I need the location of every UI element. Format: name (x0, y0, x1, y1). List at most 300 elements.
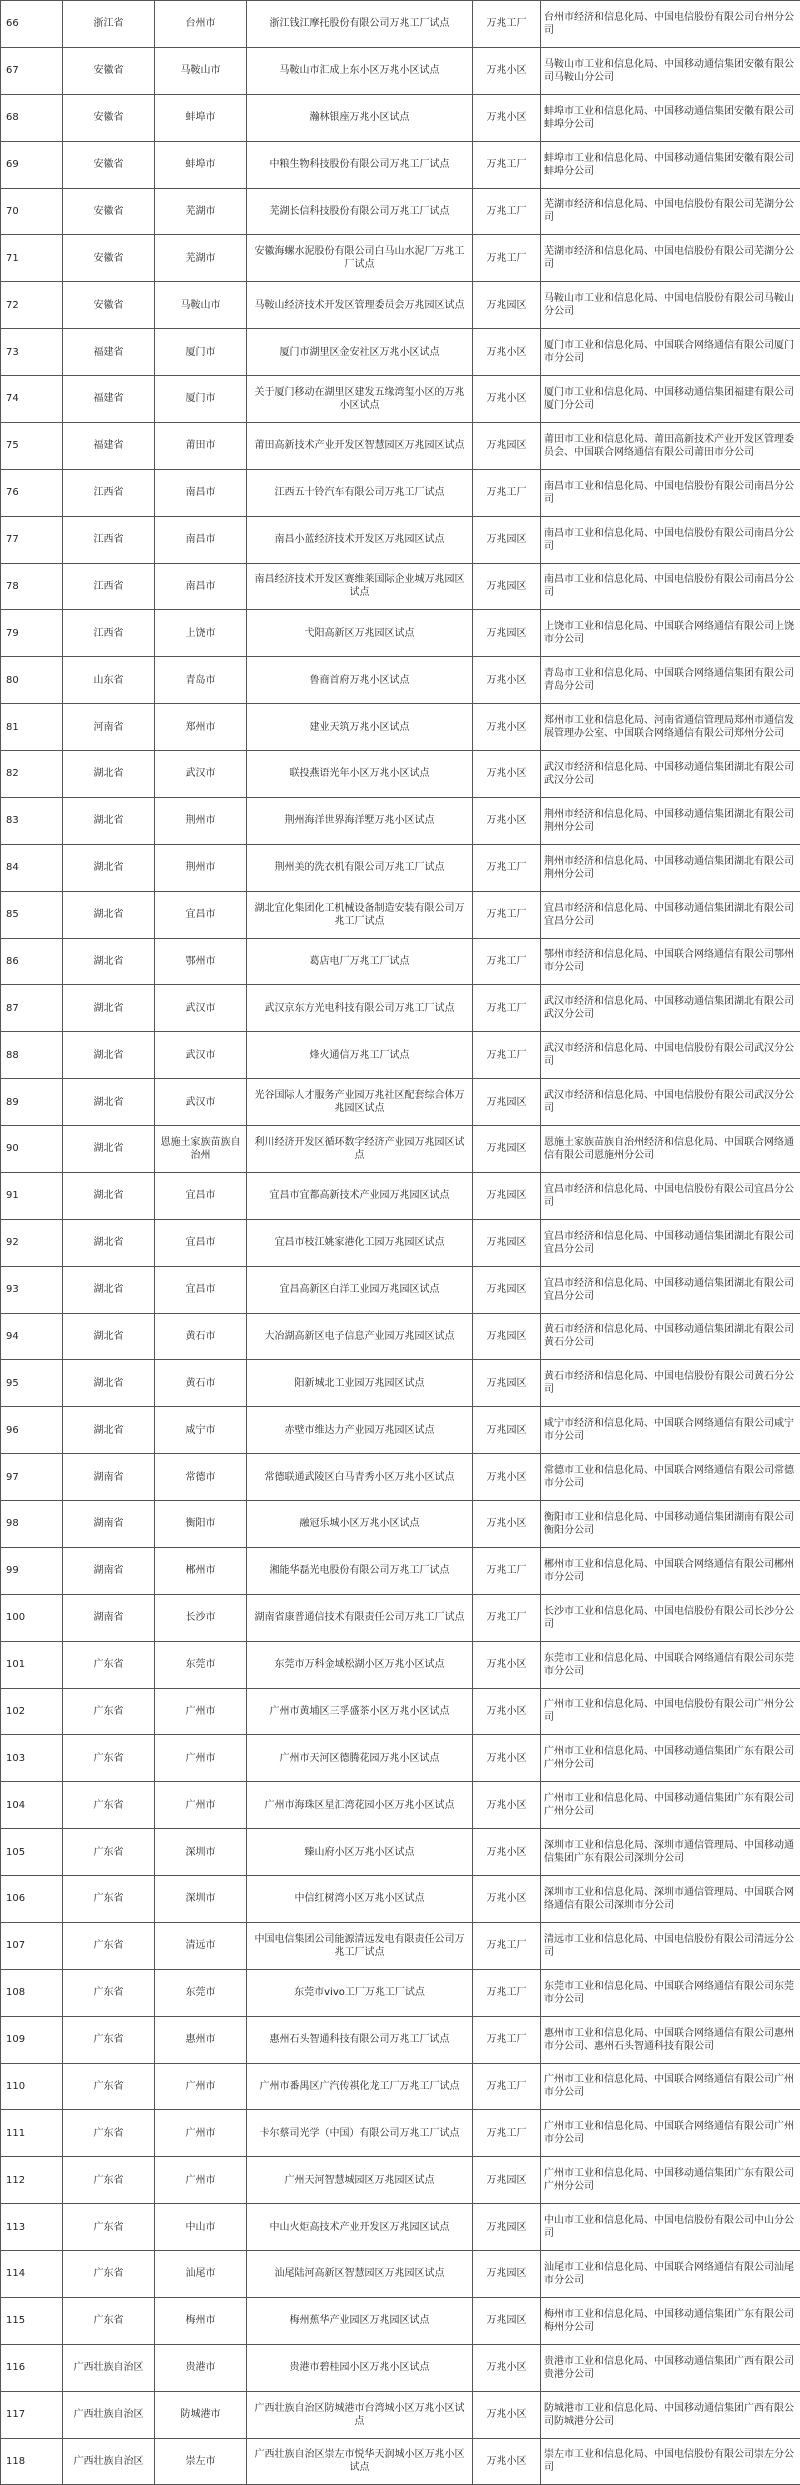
table-row (1, 1, 800, 48)
cell-org: 马鞍山市工业和信息化局、中国电信股份有限公司马鞍山分公司 (541, 282, 800, 329)
cell-province: 福建省 (63, 376, 155, 423)
cell-name: 建业天筑万兆小区试点 (247, 704, 473, 751)
cell-city: 上饶市 (155, 610, 247, 657)
table-row (1, 1032, 800, 1079)
cell-name: 宜昌市宜都高新技术产业园万兆园区试点 (247, 1172, 473, 1219)
cell-type: 万兆小区 (473, 376, 541, 423)
cell-idx: 98 (1, 1501, 63, 1548)
cell-province: 湖北省 (63, 1172, 155, 1219)
cell-city: 广州市 (155, 1735, 247, 1782)
table-row (1, 1079, 800, 1126)
table-row (1, 141, 800, 188)
cell-org: 广州市工业和信息化局、中国移动通信集团广东有限公司广州分公司 (541, 1735, 800, 1782)
cell-type: 万兆园区 (473, 610, 541, 657)
cell-name: 江西五十铃汽车有限公司万兆工厂试点 (247, 469, 473, 516)
table-row (1, 2204, 800, 2251)
cell-type: 万兆小区 (473, 1688, 541, 1735)
cell-idx: 77 (1, 516, 63, 563)
cell-org: 鄂州市经济和信息化局、中国联合网络通信有限公司鄂州市分公司 (541, 938, 800, 985)
cell-city: 马鞍山市 (155, 47, 247, 94)
cell-city: 宜昌市 (155, 1266, 247, 1313)
cell-idx: 99 (1, 1547, 63, 1594)
cell-idx: 101 (1, 1641, 63, 1688)
table-row (1, 563, 800, 610)
cell-idx: 68 (1, 94, 63, 141)
cell-idx: 84 (1, 844, 63, 891)
cell-name: 莆田高新技术产业开发区智慧园区万兆园区试点 (247, 422, 473, 469)
cell-org: 武汉市经济和信息化局、中国移动通信集团湖北有限公司武汉分公司 (541, 751, 800, 798)
cell-name: 利川经济开发区循环数字经济产业园万兆园区试点 (247, 1126, 473, 1173)
cell-type: 万兆园区 (473, 2251, 541, 2298)
table-row (1, 1126, 800, 1173)
cell-type: 万兆小区 (473, 1829, 541, 1876)
table-row (1, 657, 800, 704)
cell-city: 芜湖市 (155, 235, 247, 282)
cell-name: 鲁商首府万兆小区试点 (247, 657, 473, 704)
cell-type: 万兆小区 (473, 751, 541, 798)
cell-org: 东莞市工业和信息化局、中国联合网络通信有限公司东莞市分公司 (541, 1641, 800, 1688)
cell-type: 万兆小区 (473, 2438, 541, 2485)
cell-type: 万兆园区 (473, 1126, 541, 1173)
cell-name: 广州市天河区德腾花园万兆小区试点 (247, 1735, 473, 1782)
table-row (1, 985, 800, 1032)
cell-org: 莆田市工业和信息化局、莆田高新技术产业开发区管理委员会、中国联合网络通信有限公司莆田市分公司 (541, 422, 800, 469)
cell-name: 常德联通武陵区白马青秀小区万兆小区试点 (247, 1454, 473, 1501)
cell-org: 武汉市经济和信息化局、中国电信股份有限公司武汉分公司 (541, 1079, 800, 1126)
cell-org: 宜昌市经济和信息化局、中国移动通信集团湖北有限公司宜昌分公司 (541, 1219, 800, 1266)
cell-type: 万兆工厂 (473, 235, 541, 282)
cell-province: 广东省 (63, 2016, 155, 2063)
cell-idx: 83 (1, 797, 63, 844)
cell-city: 武汉市 (155, 1079, 247, 1126)
cell-idx: 82 (1, 751, 63, 798)
cell-province: 湖北省 (63, 1219, 155, 1266)
cell-org: 芜湖市经济和信息化局、中国电信股份有限公司芜湖分公司 (541, 188, 800, 235)
table-row (1, 47, 800, 94)
table-row (1, 2016, 800, 2063)
table-row (1, 1266, 800, 1313)
cell-name: 广州市黄埔区三孚盛茶小区万兆小区试点 (247, 1688, 473, 1735)
cell-city: 蚌埠市 (155, 141, 247, 188)
cell-name: 光谷国际人才服务产业园万兆社区配套综合体万兆园区试点 (247, 1079, 473, 1126)
cell-city: 深圳市 (155, 1876, 247, 1923)
cell-idx: 70 (1, 188, 63, 235)
cell-type: 万兆园区 (473, 563, 541, 610)
cell-idx: 103 (1, 1735, 63, 1782)
cell-type: 万兆小区 (473, 1735, 541, 1782)
table-row (1, 844, 800, 891)
cell-idx: 109 (1, 2016, 63, 2063)
cell-name: 卡尔蔡司光学（中国）有限公司万兆工厂试点 (247, 2110, 473, 2157)
cell-idx: 93 (1, 1266, 63, 1313)
table-row (1, 2251, 800, 2298)
cell-idx: 74 (1, 376, 63, 423)
table-row (1, 2391, 800, 2438)
cell-name: 广西壮族自治区崇左市悦华天润城小区万兆小区试点 (247, 2438, 473, 2485)
cell-org: 上饶市工业和信息化局、中国联合网络通信有限公司上饶市分公司 (541, 610, 800, 657)
cell-type: 万兆工厂 (473, 141, 541, 188)
cell-name: 臻山府小区万兆小区试点 (247, 1829, 473, 1876)
cell-province: 湖北省 (63, 1407, 155, 1454)
cell-org: 宜昌市经济和信息化局、中国电信股份有限公司宜昌分公司 (541, 1172, 800, 1219)
table-row (1, 610, 800, 657)
cell-idx: 107 (1, 1922, 63, 1969)
cell-province: 广东省 (63, 2063, 155, 2110)
cell-name: 安徽海螺水泥股份有限公司白马山水泥厂万兆工厂试点 (247, 235, 473, 282)
table-row (1, 1969, 800, 2016)
cell-idx: 92 (1, 1219, 63, 1266)
cell-province: 广东省 (63, 2297, 155, 2344)
cell-name: 中山火炬高技术产业开发区万兆园区试点 (247, 2204, 473, 2251)
cell-city: 梅州市 (155, 2297, 247, 2344)
cell-province: 江西省 (63, 469, 155, 516)
cell-type: 万兆园区 (473, 1266, 541, 1313)
cell-name: 南昌小蓝经济技术开发区万兆园区试点 (247, 516, 473, 563)
cell-idx: 116 (1, 2344, 63, 2391)
cell-name: 中国电信集团公司能源清远发电有限责任公司万兆工厂试点 (247, 1922, 473, 1969)
table-row (1, 469, 800, 516)
cell-org: 常德市工业和信息化局、中国联合网络通信有限公司常德市分公司 (541, 1454, 800, 1501)
cell-city: 东莞市 (155, 1641, 247, 1688)
cell-type: 万兆小区 (473, 94, 541, 141)
cell-province: 广西壮族自治区 (63, 2438, 155, 2485)
table-row (1, 1219, 800, 1266)
cell-idx: 94 (1, 1313, 63, 1360)
table-row (1, 1688, 800, 1735)
cell-idx: 104 (1, 1782, 63, 1829)
cell-type: 万兆工厂 (473, 2016, 541, 2063)
cell-org: 荆州市经济和信息化局、中国移动通信集团湖北有限公司荆州分公司 (541, 797, 800, 844)
cell-idx: 114 (1, 2251, 63, 2298)
cell-province: 广东省 (63, 2251, 155, 2298)
cell-city: 马鞍山市 (155, 282, 247, 329)
cell-type: 万兆园区 (473, 2157, 541, 2204)
cell-name: 广州市番禺区广汽传祺化龙工厂万兆工厂试点 (247, 2063, 473, 2110)
cell-city: 贵港市 (155, 2344, 247, 2391)
table-row (1, 1454, 800, 1501)
cell-org: 广州市工业和信息化局、中国移动通信集团广东有限公司广州分公司 (541, 2157, 800, 2204)
cell-idx: 106 (1, 1876, 63, 1923)
cell-province: 广东省 (63, 2110, 155, 2157)
cell-province: 湖北省 (63, 985, 155, 1032)
cell-org: 黄石市经济和信息化局、中国电信股份有限公司黄石分公司 (541, 1360, 800, 1407)
cell-province: 湖北省 (63, 1266, 155, 1313)
cell-org: 清远市工业和信息化局、中国电信股份有限公司清远分公司 (541, 1922, 800, 1969)
cell-name: 阳新城北工业园万兆园区试点 (247, 1360, 473, 1407)
cell-type: 万兆园区 (473, 422, 541, 469)
cell-city: 南昌市 (155, 516, 247, 563)
cell-city: 郴州市 (155, 1547, 247, 1594)
cell-org: 武汉市经济和信息化局、中国移动通信集团湖北有限公司武汉分公司 (541, 985, 800, 1032)
cell-name: 惠州石头智通科技有限公司万兆工厂试点 (247, 2016, 473, 2063)
cell-province: 安徽省 (63, 47, 155, 94)
cell-city: 广州市 (155, 2157, 247, 2204)
cell-org: 蚌埠市工业和信息化局、中国移动通信集团安徽有限公司蚌埠分公司 (541, 94, 800, 141)
cell-province: 河南省 (63, 704, 155, 751)
cell-idx: 111 (1, 2110, 63, 2157)
cell-name: 马鞍山经济技术开发区管理委员会万兆园区试点 (247, 282, 473, 329)
cell-province: 湖北省 (63, 938, 155, 985)
cell-org: 宜昌市经济和信息化局、中国移动通信集团湖北有限公司宜昌分公司 (541, 1266, 800, 1313)
table-row (1, 2157, 800, 2204)
pilot-table-body (1, 1, 800, 2485)
cell-city: 蚌埠市 (155, 94, 247, 141)
cell-name: 广州市海珠区星汇湾花园小区万兆小区试点 (247, 1782, 473, 1829)
cell-name: 联投燕语光年小区万兆小区试点 (247, 751, 473, 798)
cell-city: 汕尾市 (155, 2251, 247, 2298)
cell-idx: 79 (1, 610, 63, 657)
cell-org: 崇左市工业和信息化局、中国电信股份有限公司崇左分公司 (541, 2438, 800, 2485)
cell-city: 恩施土家族苗族自治州 (155, 1126, 247, 1173)
cell-type: 万兆园区 (473, 2204, 541, 2251)
cell-name: 汕尾陆河高新区智慧园区万兆园区试点 (247, 2251, 473, 2298)
cell-org: 荆州市经济和信息化局、中国移动通信集团湖北有限公司荆州分公司 (541, 844, 800, 891)
cell-org: 恩施土家族苗族自治州经济和信息化局、中国联合网络通信有限公司恩施州分公司 (541, 1126, 800, 1173)
cell-city: 防城港市 (155, 2391, 247, 2438)
cell-org: 广州市工业和信息化局、中国电信股份有限公司广州分公司 (541, 1688, 800, 1735)
cell-province: 广东省 (63, 2157, 155, 2204)
cell-idx: 88 (1, 1032, 63, 1079)
table-row (1, 797, 800, 844)
cell-province: 湖南省 (63, 1547, 155, 1594)
cell-city: 鄂州市 (155, 938, 247, 985)
cell-idx: 66 (1, 1, 63, 48)
cell-city: 黄石市 (155, 1313, 247, 1360)
table-row (1, 1594, 800, 1641)
table-row (1, 2438, 800, 2485)
cell-city: 长沙市 (155, 1594, 247, 1641)
cell-org: 广州市工业和信息化局、中国联合网络通信有限公司广州市分公司 (541, 2063, 800, 2110)
cell-province: 广东省 (63, 1969, 155, 2016)
cell-city: 广州市 (155, 2063, 247, 2110)
cell-type: 万兆小区 (473, 657, 541, 704)
cell-province: 安徽省 (63, 188, 155, 235)
cell-city: 广州市 (155, 2110, 247, 2157)
cell-name: 赤壁市维达力产业园万兆园区试点 (247, 1407, 473, 1454)
cell-idx: 91 (1, 1172, 63, 1219)
table-row (1, 94, 800, 141)
cell-type: 万兆工厂 (473, 938, 541, 985)
cell-name: 葛店电厂万兆工厂试点 (247, 938, 473, 985)
cell-type: 万兆工厂 (473, 2063, 541, 2110)
cell-province: 安徽省 (63, 282, 155, 329)
cell-city: 南昌市 (155, 469, 247, 516)
cell-type: 万兆小区 (473, 797, 541, 844)
cell-name: 广州天河智慧城园区万兆园区试点 (247, 2157, 473, 2204)
cell-city: 武汉市 (155, 985, 247, 1032)
cell-name: 南昌经济技术开发区赛维莱国际企业城万兆园区试点 (247, 563, 473, 610)
cell-idx: 80 (1, 657, 63, 704)
table-row (1, 938, 800, 985)
table-row (1, 2063, 800, 2110)
cell-province: 湖南省 (63, 1501, 155, 1548)
table-row (1, 188, 800, 235)
cell-type: 万兆工厂 (473, 1032, 541, 1079)
cell-province: 湖北省 (63, 844, 155, 891)
cell-province: 福建省 (63, 329, 155, 376)
cell-province: 湖北省 (63, 1032, 155, 1079)
cell-province: 湖北省 (63, 1360, 155, 1407)
cell-province: 湖北省 (63, 797, 155, 844)
table-row (1, 2344, 800, 2391)
table-row (1, 1782, 800, 1829)
cell-type: 万兆工厂 (473, 1, 541, 48)
cell-city: 莆田市 (155, 422, 247, 469)
cell-city: 清远市 (155, 1922, 247, 1969)
cell-org: 宜昌市经济和信息化局、中国移动通信集团湖北有限公司宜昌分公司 (541, 891, 800, 938)
cell-name: 梅州蕉华产业园区万兆园区试点 (247, 2297, 473, 2344)
cell-name: 浙江钱江摩托股份有限公司万兆工厂试点 (247, 1, 473, 48)
cell-city: 崇左市 (155, 2438, 247, 2485)
cell-org: 防城港市工业和信息化局、中国移动通信集团广西有限公司防城港分公司 (541, 2391, 800, 2438)
cell-idx: 81 (1, 704, 63, 751)
cell-idx: 95 (1, 1360, 63, 1407)
cell-city: 郑州市 (155, 704, 247, 751)
cell-type: 万兆工厂 (473, 469, 541, 516)
cell-name: 中信红树湾小区万兆小区试点 (247, 1876, 473, 1923)
cell-org: 南昌市工业和信息化局、中国电信股份有限公司南昌分公司 (541, 563, 800, 610)
cell-province: 浙江省 (63, 1, 155, 48)
cell-type: 万兆小区 (473, 1454, 541, 1501)
cell-city: 厦门市 (155, 329, 247, 376)
cell-name: 瀚林银座万兆小区试点 (247, 94, 473, 141)
cell-org: 南昌市工业和信息化局、中国电信股份有限公司南昌分公司 (541, 516, 800, 563)
cell-type: 万兆小区 (473, 704, 541, 751)
cell-idx: 69 (1, 141, 63, 188)
cell-name: 广西壮族自治区防城港市台湾城小区万兆小区试点 (247, 2391, 473, 2438)
cell-type: 万兆工厂 (473, 1969, 541, 2016)
cell-province: 江西省 (63, 516, 155, 563)
cell-city: 芜湖市 (155, 188, 247, 235)
cell-type: 万兆园区 (473, 1407, 541, 1454)
cell-city: 台州市 (155, 1, 247, 48)
table-row (1, 1641, 800, 1688)
cell-org: 厦门市工业和信息化局、中国联合网络通信有限公司厦门市分公司 (541, 329, 800, 376)
table-row (1, 1360, 800, 1407)
cell-org: 厦门市工业和信息化局、中国移动通信集团福建有限公司厦门分公司 (541, 376, 800, 423)
table-row (1, 1172, 800, 1219)
cell-idx: 90 (1, 1126, 63, 1173)
cell-type: 万兆小区 (473, 329, 541, 376)
cell-province: 广东省 (63, 1641, 155, 1688)
cell-idx: 67 (1, 47, 63, 94)
cell-province: 安徽省 (63, 94, 155, 141)
cell-name: 宜昌高新区白洋工业园万兆园区试点 (247, 1266, 473, 1313)
cell-org: 武汉市经济和信息化局、中国电信股份有限公司武汉分公司 (541, 1032, 800, 1079)
cell-org: 梅州市工业和信息化局、中国移动通信集团广东有限公司梅州分公司 (541, 2297, 800, 2344)
cell-name: 湖南省康普通信技术有限责任公司万兆工厂试点 (247, 1594, 473, 1641)
cell-province: 广东省 (63, 2204, 155, 2251)
cell-org: 贵港市工业和信息化局、中国移动通信集团广西有限公司贵港分公司 (541, 2344, 800, 2391)
table-row (1, 751, 800, 798)
cell-name: 关于厦门移动在湖里区建发五缘湾玺小区的万兆小区试点 (247, 376, 473, 423)
cell-type: 万兆小区 (473, 1641, 541, 1688)
cell-name: 武汉京东方光电科技有限公司万兆工厂试点 (247, 985, 473, 1032)
table-row (1, 704, 800, 751)
cell-type: 万兆园区 (473, 516, 541, 563)
cell-province: 湖北省 (63, 1313, 155, 1360)
cell-city: 厦门市 (155, 376, 247, 423)
table-row (1, 2297, 800, 2344)
cell-org: 长沙市工业和信息化局、中国电信股份有限公司长沙分公司 (541, 1594, 800, 1641)
cell-name: 芜湖长信科技股份有限公司万兆工厂试点 (247, 188, 473, 235)
cell-idx: 117 (1, 2391, 63, 2438)
cell-city: 武汉市 (155, 751, 247, 798)
table-row (1, 1501, 800, 1548)
cell-type: 万兆园区 (473, 1313, 541, 1360)
cell-type: 万兆工厂 (473, 1547, 541, 1594)
cell-province: 安徽省 (63, 141, 155, 188)
cell-city: 武汉市 (155, 1032, 247, 1079)
cell-name: 贵港市碧桂园小区万兆小区试点 (247, 2344, 473, 2391)
cell-province: 广西壮族自治区 (63, 2344, 155, 2391)
cell-city: 咸宁市 (155, 1407, 247, 1454)
table-row (1, 329, 800, 376)
cell-city: 青岛市 (155, 657, 247, 704)
cell-name: 湖北宜化集团化工机械设备制造安装有限公司万兆工厂试点 (247, 891, 473, 938)
cell-idx: 113 (1, 2204, 63, 2251)
cell-type: 万兆工厂 (473, 2110, 541, 2157)
cell-idx: 112 (1, 2157, 63, 2204)
cell-type: 万兆小区 (473, 47, 541, 94)
table-row (1, 1547, 800, 1594)
cell-org: 广州市工业和信息化局、中国联合网络通信有限公司广州市分公司 (541, 2110, 800, 2157)
table-row (1, 1313, 800, 1360)
cell-province: 湖北省 (63, 1079, 155, 1126)
cell-type: 万兆小区 (473, 2391, 541, 2438)
cell-org: 惠州市工业和信息化局、中国联合网络通信有限公司惠州市分公司、惠州石头智通科技有限公司 (541, 2016, 800, 2063)
cell-province: 湖北省 (63, 1126, 155, 1173)
cell-city: 中山市 (155, 2204, 247, 2251)
cell-idx: 105 (1, 1829, 63, 1876)
cell-type: 万兆园区 (473, 1079, 541, 1126)
cell-type: 万兆工厂 (473, 985, 541, 1032)
cell-city: 常德市 (155, 1454, 247, 1501)
cell-province: 广西壮族自治区 (63, 2391, 155, 2438)
cell-org: 郑州市工业和信息化局、河南省通信管理局郑州市通信发展管理办公室、中国联合网络通信有限公司郑州分公司 (541, 704, 800, 751)
cell-idx: 75 (1, 422, 63, 469)
cell-type: 万兆工厂 (473, 844, 541, 891)
cell-province: 福建省 (63, 422, 155, 469)
cell-type: 万兆工厂 (473, 1594, 541, 1641)
table-row (1, 891, 800, 938)
cell-name: 弋阳高新区万兆园区试点 (247, 610, 473, 657)
cell-type: 万兆园区 (473, 1219, 541, 1266)
cell-org: 黄石市经济和信息化局、中国移动通信集团湖北有限公司黄石分公司 (541, 1313, 800, 1360)
table-row (1, 422, 800, 469)
cell-province: 江西省 (63, 610, 155, 657)
table-row (1, 282, 800, 329)
cell-name: 东莞市万科金域松湖小区万兆小区试点 (247, 1641, 473, 1688)
table-row (1, 1407, 800, 1454)
cell-province: 江西省 (63, 563, 155, 610)
cell-idx: 102 (1, 1688, 63, 1735)
cell-name: 烽火通信万兆工厂试点 (247, 1032, 473, 1079)
cell-org: 郴州市工业和信息化局、中国联合网络通信有限公司郴州市分公司 (541, 1547, 800, 1594)
cell-idx: 100 (1, 1594, 63, 1641)
cell-org: 深圳市工业和信息化局、深圳市通信管理局、中国联合网络通信有限公司深圳市分公司 (541, 1876, 800, 1923)
cell-city: 东莞市 (155, 1969, 247, 2016)
cell-org: 衡阳市工业和信息化局、中国移动通信集团湖南有限公司衡阳分公司 (541, 1501, 800, 1548)
cell-type: 万兆工厂 (473, 1922, 541, 1969)
cell-idx: 78 (1, 563, 63, 610)
cell-name: 厦门市湖里区金安社区万兆小区试点 (247, 329, 473, 376)
cell-org: 东莞市工业和信息化局、中国联合网络通信有限公司东莞市分公司 (541, 1969, 800, 2016)
cell-idx: 71 (1, 235, 63, 282)
cell-org: 蚌埠市工业和信息化局、中国移动通信集团安徽有限公司蚌埠分公司 (541, 141, 800, 188)
cell-name: 荆州美的洗衣机有限公司万兆工厂试点 (247, 844, 473, 891)
cell-city: 深圳市 (155, 1829, 247, 1876)
